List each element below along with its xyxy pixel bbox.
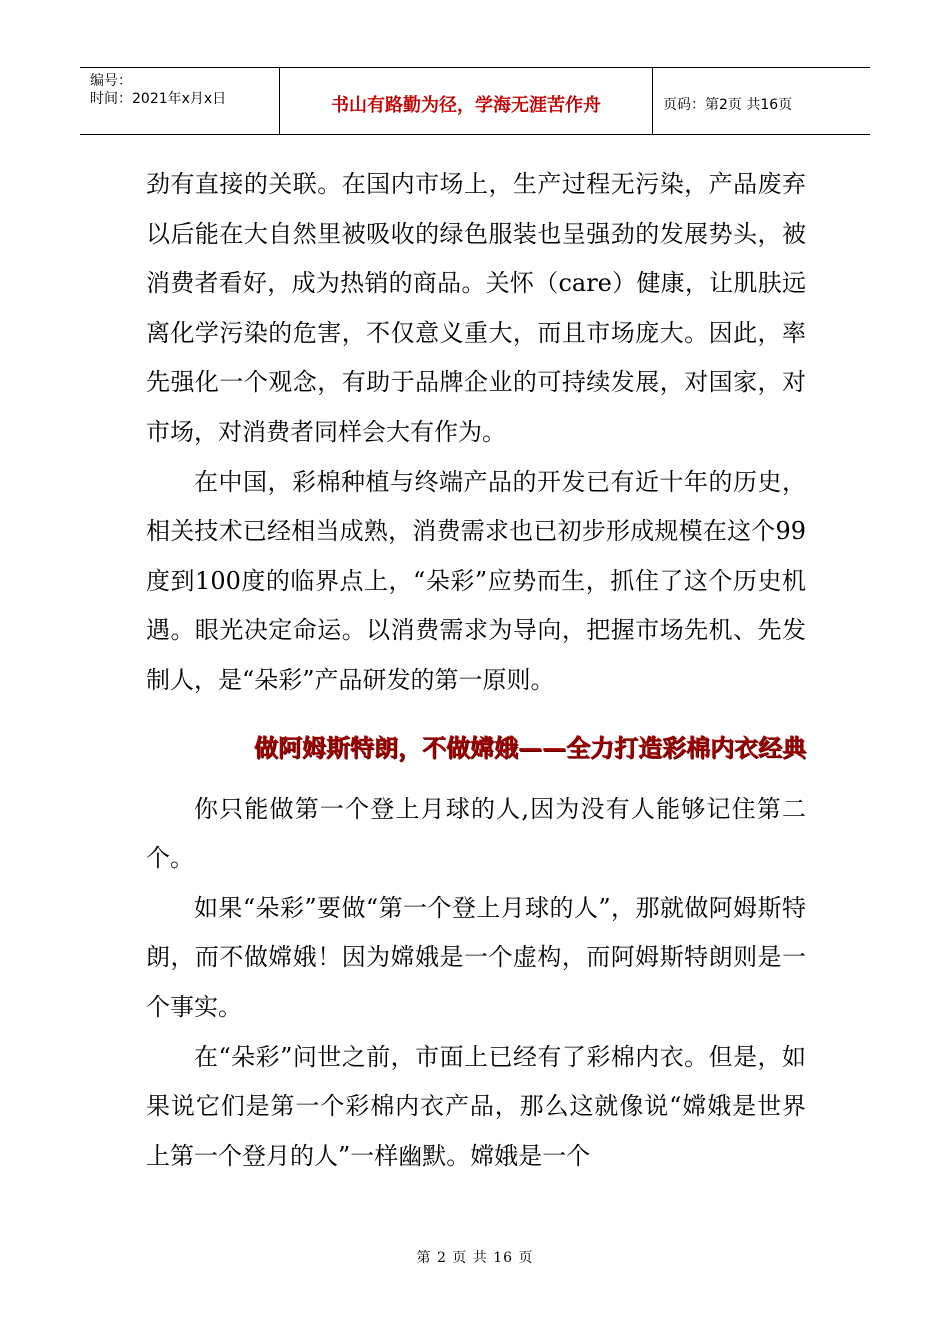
paragraph: 如果“朵彩”要做“第一个登上月球的人”，那就做阿姆斯特朗，而不做嫦娥！因为嫦娥是一个虚构，而阿姆斯特朗则是一个事实。 <box>146 893 806 1021</box>
page-header <box>80 67 870 135</box>
paragraph: 在“朵彩”问世之前，市面上已经有了彩棉内衣。但是，如果说它们是第一个彩棉内衣产品，那么这就像说“嫦娥是世界上第一个登月的人”一样幽默。嫦娥是一个 <box>146 1042 806 1170</box>
page-footer: 第 2 页 共 16 页 <box>416 1250 534 1266</box>
paragraph: 在中国，彩棉种植与终端产品的开发已有近十年的历史，相关技术已经相当成熟，消费需求也已初步形成规模在这个99度到100度的临界点上，“朵彩”应势而生，抓住了这个历史机遇。眼光决定命运。以消费需求为导向，把握市场先机、先发制人，是“朵彩”产品研发的第一原则。 <box>146 467 806 694</box>
header-page-info: 页码：第2页 共16页 <box>663 97 793 113</box>
header-motto: 书山有路勤为径，学海无涯苦作舟 <box>280 68 653 134</box>
document-number-label: 编号： <box>90 73 132 89</box>
paragraph-continued: 劲有直接的关联。在国内市场上，生产过程无污染，产品废弃以后能在大自然里被吸收的绿色服装也呈强劲的发展势头，被消费者看好，成为热销的商品。关怀（care）健康，让肌肤远离化学污染的危害，不仅意义重大，而且市场庞大。因此，率先强化一个观念，有助于品牌企业的可持续发展，对国家，对市场，对消费者同样会大有作为。 <box>146 170 806 446</box>
paragraph: 你只能做第一个登上月球的人,因为没有人能够记住第二个。 <box>146 794 806 873</box>
section-heading: 做阿姆斯特朗，不做嫦娥——全力打造彩棉内衣经典 <box>254 732 806 762</box>
document-body <box>146 160 806 1181</box>
document-date-label: 时间：2021年x月x日 <box>90 91 227 107</box>
header-meta <box>80 68 280 134</box>
